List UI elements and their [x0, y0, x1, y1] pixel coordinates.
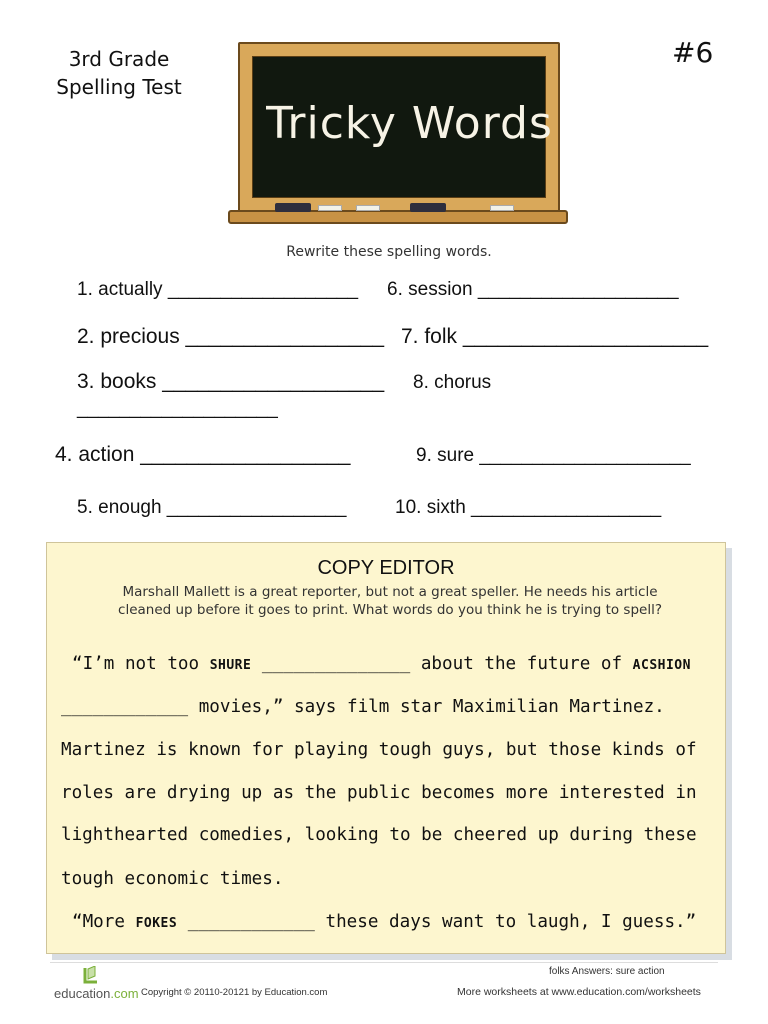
word-6: 6. session ___________________: [387, 279, 679, 300]
story-line-3: Martinez is known for playing tough guys, but those kinds of: [61, 740, 697, 760]
description-line-1: Marshall Mallett is a great reporter, but not a great speller. He needs his article: [122, 584, 658, 600]
story-text: ______________ about the future of: [251, 654, 633, 674]
grade-line-2: Spelling Test: [56, 75, 182, 99]
test-number: #6: [672, 36, 714, 69]
story-line-7: [72, 912, 696, 932]
chalk-icon: [490, 205, 514, 211]
story-line-5: lighthearted comedies, looking to be cheered up during these: [61, 825, 697, 845]
board-title: Tricky Words: [266, 98, 553, 149]
eraser-icon: [275, 203, 311, 212]
word-8-blank: ___________________: [77, 398, 278, 419]
footer-divider: [50, 962, 718, 963]
more-worksheets-link[interactable]: More worksheets at www.education.com/worksheets: [457, 986, 701, 998]
chalkboard-ledge: [228, 210, 568, 224]
word-5: 5. enough _________________: [77, 497, 347, 518]
education-logo-text: [54, 986, 139, 1001]
chalk-icon: [356, 205, 380, 211]
story-line-2: ____________ movies,” says film star Maximilian Martinez.: [61, 697, 665, 717]
copyright: Copyright © 20110-20121 by Education.com: [141, 987, 328, 998]
eraser-icon: [410, 203, 446, 212]
word-4: 4. action __________________: [55, 443, 351, 466]
grade-label: [46, 45, 192, 101]
word-1: 1. actually __________________: [77, 279, 359, 300]
logo-accent: .com: [110, 986, 139, 1001]
instructions: Rewrite these spelling words.: [286, 244, 492, 260]
word-10: 10. sixth __________________: [395, 497, 662, 518]
description-line-2: cleaned up before it goes to print. What words do you think he is trying to spell?: [118, 602, 662, 618]
story-line-4: roles are drying up as the public becomes more interested in: [61, 783, 697, 803]
grade-line-1: 3rd Grade: [68, 47, 170, 71]
story-text: “More: [72, 912, 136, 932]
copy-editor-title: COPY EDITOR: [317, 557, 455, 579]
copy-editor-description: [70, 583, 710, 619]
word-7: 7. folk _____________________: [401, 325, 709, 348]
misspelled-word: FOKES: [135, 916, 178, 931]
word-3: 3. books ___________________: [77, 370, 385, 393]
word-2: 2. precious _________________: [77, 325, 385, 348]
chalk-icon: [318, 205, 342, 211]
answer-key: folks Answers: sure action: [549, 966, 665, 977]
misspelled-word: SHURE: [209, 658, 252, 673]
story-line-1: [72, 654, 691, 674]
misspelled-word: ACSHION: [632, 658, 691, 673]
logo-main: education: [54, 986, 111, 1001]
story-text: ____________ these days want to laugh, I guess.”: [177, 912, 697, 932]
word-8: 8. chorus: [413, 372, 492, 393]
story-line-6: tough economic times.: [61, 869, 284, 889]
story-text: “I’m not too: [72, 654, 210, 674]
word-9: 9. sure ____________________: [416, 445, 691, 466]
